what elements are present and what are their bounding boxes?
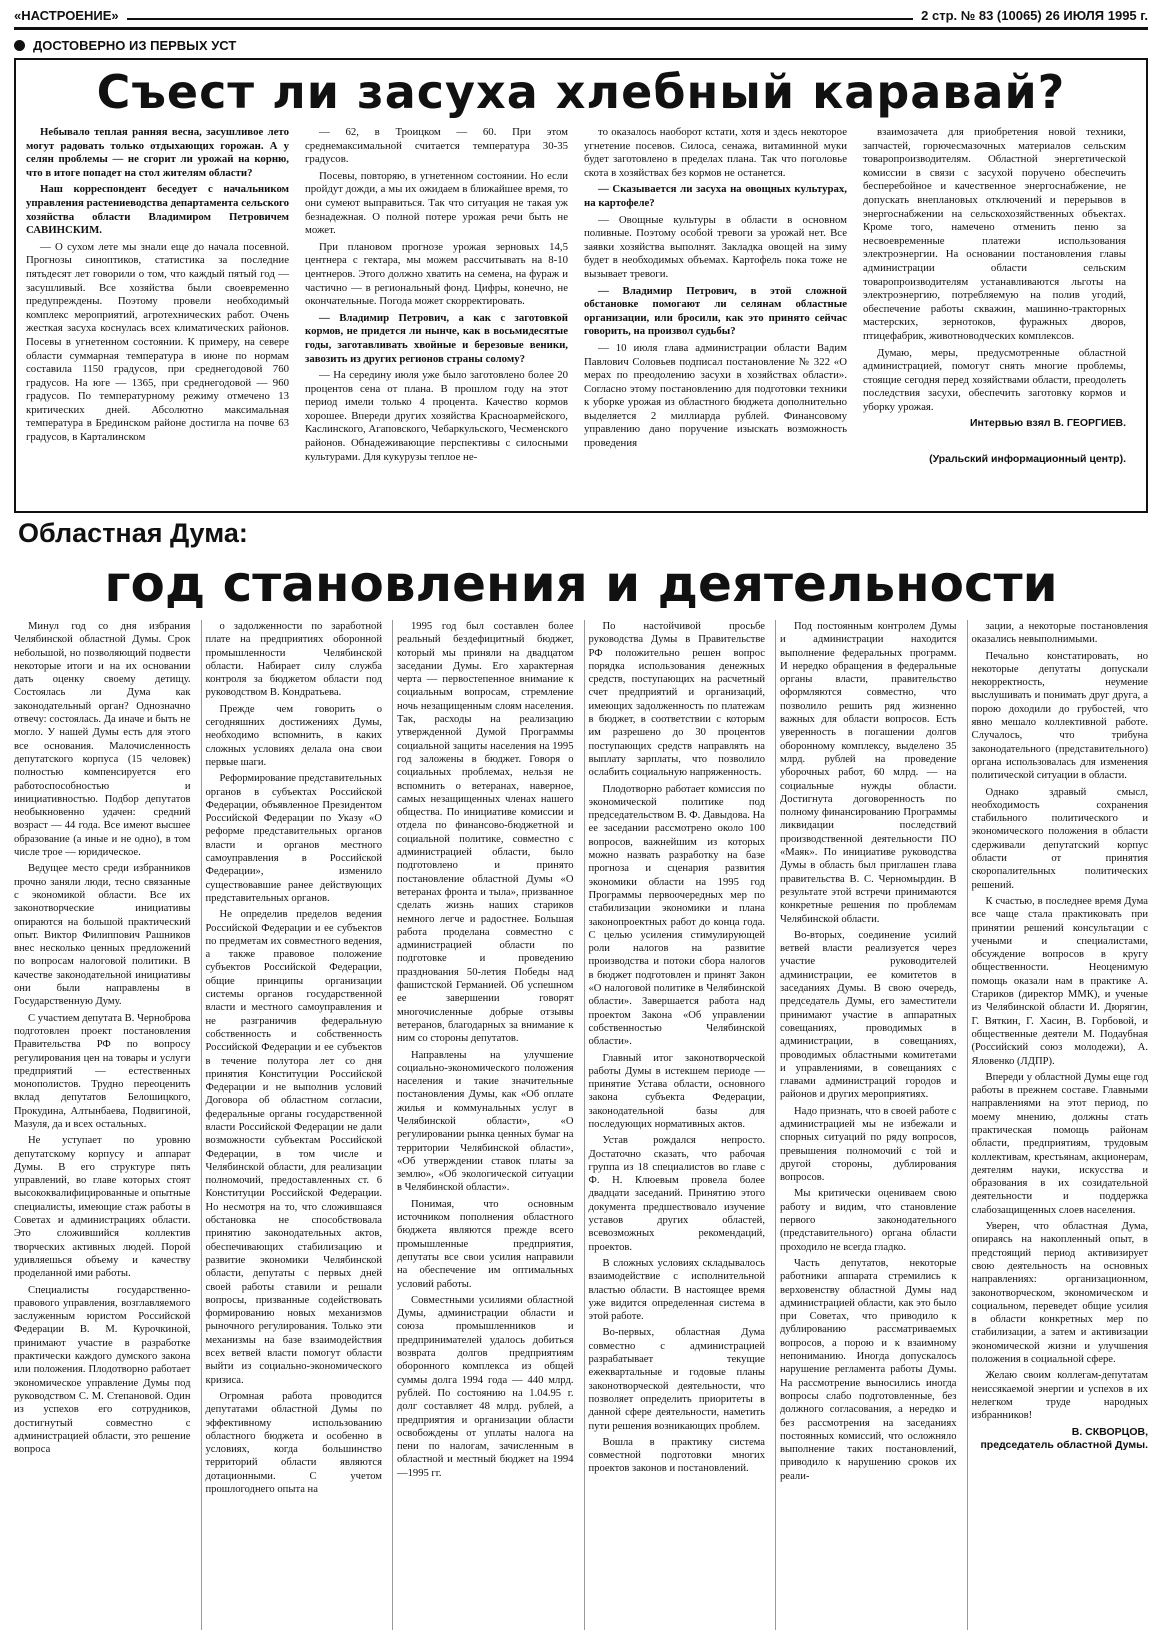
- duma-column-4: [584, 620, 766, 1630]
- masthead-title: «НАСТРОЕНИЕ»: [14, 8, 119, 23]
- duma-paragraph: Печально констатировать, но некоторые депутаты допускали некорректность, неумение выслушивать и понимать друг друга, а порою доходили до грубостей, что явно мешало коллективной работе. Случалось, что трибуна законодательного (представительного) органа использовалась для изменения политической ситуации в области.: [971, 650, 1148, 782]
- duma-paragraph: В сложных условиях складывалось взаимодействие с исполнительной властью области. В настоящее время уже видится определенная система в этой работе.: [588, 1257, 765, 1323]
- duma-paragraph: Реформирование представительных органов в субъектах Российской Федерации, объявленное Президентом Российской Федерации по Указу «О реформе представительных органов власти и органов местного самоуправления в Российской Федерации», изменило существовавшие ранее действующих представительных органов.: [205, 773, 382, 904]
- drought-paragraph: взаимозачета для приобретения новой техники, запчастей, горючесмазочных материалов сельским товаропроизводителям. Областной энергетической комиссии в связи с засухой поручено обеспечить бесперебойное и качественное энергоснабжение, не допускать внеплановых отключений и перерывов в энергоснабжении на сельскохозяйственных объектах. Кроме того, намечено отменить пеню за несвоевременные платежи использования электроэнергии. На основании постановления главы администрации области сельским товаропроизводителям устанавливаются льготы на электроэнергию, потребляемую на полив угодий, обеспечение работы скважин, машинно-тракторных мастерских, зернотоков, фуражных дворов, птицефабрик, животноводческих комплексов.: [863, 126, 1126, 342]
- duma-paragraph: Желаю своим коллегам-депутатам неиссякаемой энергии и успехов в их нелегком труде народных избранников!: [971, 1370, 1148, 1422]
- duma-kicker: Областная Дума:: [18, 518, 248, 548]
- drought-paragraph: — 62, в Троицком — 60. При этом среднемаксимальной считается температура 30-35 градусов.: [305, 126, 568, 166]
- drought-column-1: [26, 126, 289, 506]
- drought-paragraph: — 10 июля глава администрации области Вадим Павлович Соловьев подписал постановление № 322 «О мерах по преодолению засухи в хозяйствах области». Согласно этому постановлению для подготовки техники к уборке урожая из областного бюджета дополнительно выделяется 2 миллиарда рублей. Финансовому управлению дано поручение изыскать возможность проведения: [584, 341, 847, 450]
- masthead-rule: [127, 18, 914, 20]
- drought-column-4: [863, 126, 1126, 506]
- drought-paragraph: то оказалось наоборот кстати, хотя и здесь некоторое угнетение посевов. Силоса, сенажа, витаминной муки будет заготовлено в пределах плана. Так что поголовье скота в хозяйствах без кормов не останется.: [584, 126, 847, 179]
- duma-paragraph: По настойчивой просьбе руководства Думы в Правительстве РФ положительно решен вопрос порядка использования денежных средств, поступающих на расчетный счет предприятий и организаций, имеющих задолженность по платежам в бюджет, в соответствии с которым им разрешено до 30 процентов поступающих средств направлять на выплату зарплаты, что позволило ослабить социальную напряженность.: [588, 621, 765, 779]
- duma-paragraph: Прежде чем говорить о сегодняшних достижениях Думы, необходимо вспомнить, в каких сложных условиях делала она свои первые шаги.: [205, 703, 382, 768]
- duma-paragraph: Уверен, что областная Дума, опираясь на накопленный опыт, в предстоящий период активизирует свою деятельность на основных направлениях: организационном, законотворческом, экономическом и социальном, переведет общие усилия в области конкретных мер по стабилизации, а затем и активизации экономической жизни и улучшения положения в социальной сфере.: [971, 1221, 1148, 1366]
- duma-headline: год становления и деятельности: [104, 555, 1058, 613]
- duma-paragraph: о задолженности по заработной плате на предприятиях оборонной промышленности Челябинской области. Набирает силу служба контроля за бюджетом области под руководством В. Кондратьева.: [205, 621, 382, 699]
- article-drought-columns: [26, 126, 1136, 506]
- duma-column-6: [967, 620, 1149, 1630]
- duma-paragraph: Огромная работа проводится депутатами областной Думы по эффективному использованию областного бюджета и особенно в условиях, когда большинство территорий области являются дотационными. С учетом прошлогоднего опыта на: [205, 1390, 382, 1495]
- drought-paragraph: — О сухом лете мы знали еще до начала посевной. Прогнозы синоптиков, статистика за последние пятьдесят лет говорили о том, что каждый пятый год — засушливый. Все хозяйства были своевременно предупреждены. Поэтому провели необходимый комплекс мероприятий, агротехнических работ. Очень жесткая засуха коснулась всех климатических районов. Посевы в угнетенном состоянии. К примеру, на севере области суммарная температура в июне по нормам составила 1150 градусов, при среднегодовой 760 градусов. На юге — 1365, при среднегодовой — 960 градусов. По температурному режиму отмечено 13 критических дней. Абсолютно максимальная температура в Брединском районе достигла на почве 63 градусов, в Карталинском: [26, 240, 289, 444]
- drought-question: — Владимир Петрович, а как с заготовкой кормов, не придется ли нынче, как в восьмидесятые годы, заготавливать хвойные и березовые веники, завозить из других регионов страны солому?: [305, 311, 568, 365]
- duma-signature: В. СКВОРЦОВ,: [1071, 1425, 1148, 1438]
- duma-paragraph: Во-первых, областная Дума совместно с администрацией разрабатывает текущие ежеквартальные и годовые планы законотворческой деятельности, что позволяет определить приоритеты в данной сфере деятельности, наметить пути решения возникающих проблем.: [588, 1327, 765, 1432]
- duma-paragraph: зации, а некоторые постановления оказались невыполнимыми.: [971, 621, 1148, 646]
- drought-paragraph: Посевы, повторяю, в угнетенном состоянии. Но если пройдут дожди, а мы их ожидаем в ближайшее время, то они сумеют выправиться. Так что ситуация не такая уж безнадежная. О полной потере урожая речи быть не может.: [305, 169, 568, 237]
- drought-source: (Уральский информационный центр).: [929, 453, 1126, 466]
- drought-paragraph: При плановом прогнозе урожая зерновых 14,5 центнера с гектара, мы можем рассчитывать на 8-10 центнеров. Этого должно хватить на семена, на фураж и частично — в региональный фонд. Цифры, конечно, не окончательные. Погода может скорректировать.: [305, 240, 568, 308]
- bullet-icon: [14, 40, 25, 51]
- duma-column-1: [14, 620, 191, 1630]
- duma-paragraph: Часть депутатов, некоторые работники аппарата стремились к верховенству областной Думы над администрацией области, как это было при Советах, что приводило к дублированию рассматриваемых вопросов, а порою и к взаимному непониманию. Иногда допускалось нарушение регламента работы Думы. На рассмотрение выносились иногда вопросы слабо подготовленные, без должного согласования, а нередко и без рассмотрения на заседаниях постоянных комиссий, что осложняло выполнение таких постановлений, приводило к нарушению сроков их реали-: [780, 1257, 957, 1482]
- masthead: [14, 6, 1148, 30]
- duma-paragraph: К счастью, в последнее время Дума все чаще стала практиковать при принятии решений консультации с учеными и специалистами, обсуждение вопросов в кругу общественности. Неоценимую помощь оказали нам в практике А. Стариков (директор ММК), и ученые из Челябинской области И. Дюрягин, Г. Вяткин, Г. Хасин, В. Горбовой, и общественные деятели М. Подаубная (Российский союз молодежи), А. Яловенко (ЛДПР).: [971, 895, 1148, 1067]
- duma-paragraph: Минул год со дня избрания Челябинской областной Думы. Срок небольшой, но позволяющий подвести некоторые итоги и на их основании дать оценку своему детищу. Состоялась ли Дума как законодательный орган? Однозначно отвечу: состоялась. Да иначе и быть не могло. У нашей Думы есть для этого все основания. Малочисленность депутатского корпуса (15 человек) полностью компенсируется его работоспособностью и инициативностью. Подбор депутатов необыкновенно удачен: средний возраст — 44 года. Все имеют высшее образование (а иные и не одно), в том числе трое — юридическое.: [14, 621, 191, 859]
- duma-paragraph: Устав рождался непросто. Достаточно сказать, что рабочая группа из 18 специалистов во главе с Ф. Н. Клюевым провела более двадцати заседаний. Принятию этого документа предшествовало изучение уставов других областей, всевозможных рекомендаций, проектов.: [588, 1135, 765, 1253]
- duma-paragraph: Совместными усилиями областной Думы, администрации области и союза промышленников и предпринимателей удалось добиться возврата долгов предприятиям оборонного комплекса из общей суммы долга 1994 года — 440 млрд. рублей. По состоянию на 1.04.95 г. долг составляет 48 млрд. рублей, а предприятия и организации области освобождены от уплаты налога на пени по налогам, зачисленным в областной и местный бюджет на 1994—1995 гг.: [397, 1294, 574, 1479]
- masthead-issue: 2 стр. № 83 (10065) 26 ИЮЛЯ 1995 г.: [921, 8, 1148, 23]
- duma-paragraph: Ведущее место среди избранников прочно заняли люди, тесно связанные с экономикой области. Все их законотворческие инициативы опираются на большой практический опыт. Виктор Филиппович Рашников внес несколько ценных предложений по вопросам налоговой политики. В качестве законодательной инициативы они были направлены в Государственную Думу.: [14, 863, 191, 1008]
- article-duma: [14, 620, 1148, 1630]
- drought-lead: Небывало теплая ранняя весна, засушливое лето могут радовать только отдыхающих горожан. А у селян проблемы — не сгорит ли урожай на корню, что в итоге попадет на стол жителям области?: [26, 126, 289, 179]
- duma-paragraph: Специалисты государственно-правового управления, возглавляемого заслуженным юристом Российской Федерации В. М. Курочкиной, принимают участие в разработке практически каждого думского закона или положения. Плодотворно работает экономическое управление Думы под руководством С. М. Степановой. Один из успехов его сотрудников, достигнутый совместно с администрацией области, это решение вопроса: [14, 1284, 191, 1456]
- rubric-label: ДОСТОВЕРНО ИЗ ПЕРВЫХ УСТ: [33, 38, 237, 53]
- duma-column-3: [392, 620, 574, 1630]
- duma-paragraph: Главный итог законотворческой работы Думы в истекшем периоде — принятие Устава области, основного закона субъекта Федерации, законодательной базы для последующих нормативных актов.: [588, 1052, 765, 1130]
- drought-question: — Сказывается ли засуха на овощных культурах, на картофеле?: [584, 183, 847, 209]
- drought-lead-2: Наш корреспондент беседует с начальником управления растениеводства департамента сельского хозяйства области Владимиром Петровичем САВИНСКИМ.: [26, 183, 289, 237]
- duma-paragraph: Мы критически оцениваем свою работу и видим, что становление первого законодательного (представительного) органа области проходило не всегда гладко.: [780, 1188, 957, 1253]
- duma-paragraph: Впереди у областной Думы еще год работы в прежнем составе. Главными направлениями на этот период, по моему мнению, должны стать практическая помощь районам области, предприятиям, трудовым коллективам, крестьянам, акционерам, деятелям науки, искусства и образования в их созидательной деятельности и поддержка слабозащищенных слоев населения.: [971, 1071, 1148, 1216]
- drought-paragraph: Думаю, меры, предусмотренные областной администрацией, помогут снять многие проблемы, стоящие сегодня перед хозяйствами области, преодолеть последствия засухи, обеспечить заготовку кормов и уборку урожая.: [863, 346, 1126, 413]
- duma-column-5: [775, 620, 957, 1630]
- newspaper-page: [14, 6, 1148, 1630]
- duma-paragraph: 1995 год был составлен более реальный бездефицитный бюджет, который мы приняли на двадцатом заседании Думы. Его характерная черта — первостепенное внимание к социальным вопросам, стремление ночь незащищенным слоям населения. Так, расходы на реализацию утвержденной Думой Программы социальной защиты населения на 1995 год заложены в бюджет. Говоря о социальных проблемах, нельзя не вспомнить о ветеранах, наверное, самых незащищенных членах нашего общества. По инициативе комиссии и отдела по финансово-бюджетной и социальной политике, совместно с администрацией области, было подготовлено и принято постановление областной Думы «О ветеранах фронта и тыла», призванное сделать жизнь наших стариков немного легче и радостнее. Большая работа проделана совместно с администрацией области по подготовке и проведению празднования 50-летия Победы над фашистской Германией. Об успешном ее завершении говорят многочисленные добрые отзывы ветеранов, благодарных за внимание к ним со стороны депутатов.: [397, 621, 574, 1045]
- drought-question: — Владимир Петрович, в этой сложной обстановке помогают ли селянам областные организации, или бросили, как это принято сейчас говорить, на произвол судьбы?: [584, 284, 847, 338]
- drought-column-2: [305, 126, 568, 506]
- duma-paragraph: Однако здравый смысл, необходимость сохранения стабильного политического и экономического положения в области сдерживали депутатский корпус области от принятия скоропалительных политических решений.: [971, 786, 1148, 891]
- duma-paragraph: Плодотворно работает комиссия по экономической политике под председательством В. Ф. Давыдова. На ее заседании рассмотрено около 100 вопросов, важнейшим из которых можно назвать разработку на базе прогноза и сценария развития экономики области на 1995 год Программы первоочередных мер по стабилизации экономики и плана законопроектных работ до конца года. С целью усиления стимулирующей роли налогов на развитие производства и потоки сбора налогов в бюджет подготовлен и принят Закон «О налоговой политике в Челябинской области». Завершается работа над проектом Закона «Об управлении собственностью Челябинской области».: [588, 783, 765, 1048]
- duma-paragraph: Понимая, что основным источником пополнения областного бюджета являются прежде всего промышленные предприятия, депутаты все свои усилия направили на обеспечение им оптимальных условий работы.: [397, 1198, 574, 1290]
- duma-paragraph: Под постоянным контролем Думы и администрации находится выполнение федеральных программ. И нередко обращения в федеральные органы власти, правительство оформляются совместно, что позволило решить ряд жизненно важных для области вопросов. Есть уверенность в погашении долгов оборонному комплексу, выделено 35 млрд. рублей на проведение уборочных работ, 60 млрд. — на социальные нужды области. Достигнута договоренность по полному финансированию Программы ликвидации последствий производственной деятельности ПО «Маяк». По инициативе руководства Думы в область был приглашен глава правительства В. С. Черномырдин. В результате этой встречи принимаются конкретные решения по проблемам Челябинской области.: [780, 621, 957, 925]
- drought-paragraph: — На середину июля уже было заготовлено более 20 процентов сена от плана. В прошлом году на этот период имели только 4 процента. Качество кормов хорошее. Впереди других хозяйства Красноармейского, Каслинского, Агаповского, Чебаркульского, Чесменского районов. Обнадеживающие перспективы с силосными культурами. Для кукурузы теплое не-: [305, 369, 568, 463]
- duma-signature-title: председатель областной Думы.: [980, 1438, 1148, 1451]
- duma-paragraph: Во-вторых, соединение усилий ветвей власти реализуется через участие руководителей администрации, ее комитетов в заседаниях Думы. В свою очередь, председатель Думы, его заместители принимают участие в аппаратных совещаниях, проводимых в администрации, в совещаниях, проводимых областными комитетами и управлениями, в совещаниях с главами администраций городов и районов и других мероприятиях.: [780, 929, 957, 1101]
- duma-paragraph: Надо признать, что в своей работе с администрацией мы не избежали и спорных ситуаций по ряду вопросов, превышения полномочий с той и другой стороны, дублирования вопросов.: [780, 1105, 957, 1184]
- duma-paragraph: С участием депутата В. Черноброва подготовлен проект постановления Правительства РФ по вопросу регулирования цен на товары и услуги предприятий — естественных монополистов. Трудно переоценить вклад депутатов Белошицкого, Прокудина, Алтынбаева, Подвигиной, Мазуля, да и всех остальных.: [14, 1012, 191, 1130]
- article-drought-headline: Съест ли засуха хлебный каравай?: [96, 65, 1066, 119]
- drought-paragraph: — Овощные культуры в области в основном поливные. Поэтому особой тревоги за урожай нет. Все заявки хозяйства выполнят. Закладка овощей на зиму будет в необходимых объемах. Картофель пока тоже не вызывает тревоги.: [584, 213, 847, 280]
- duma-paragraph: Не уступает по уровню депутатскому корпусу и аппарат Думы. В его структуре пять управлений, во главе которых стоят высококвалифицированные и опытные специалисты, имеющие стаж работы в Советах и администрациях области. Это сложившийся коллектив творческих активных людей. Порой удивляешься объему и качеству проделанной ими работы.: [14, 1135, 191, 1280]
- drought-byline: Интервью взял В. ГЕОРГИЕВ.: [969, 417, 1126, 430]
- duma-column-2: [201, 620, 383, 1630]
- duma-paragraph: Не определив пределов ведения Российской Федерации и ее субъектов по предметам их совместного ведения, а также правовое положение субъектов Российской Федерации, общие принципы организации системы органов государственной власти и местного самоуправления и не разграничив федеральную собственность и собственность Российской Федерации и ее субъектов в течение полутора лет со дня принятия Конституции Российской Федерации и не выполнив условий Договора об областном согласии, федеральные органы государственной власти Российской Федерации не дали возможности субъектам Российской Федерации, в том числе и Челябинской области, для реализации полномочий, предоставленных ст. 6 Конституции Российской Федерации. Но несмотря на то, что сложившаяся обстановка не способствовала принятию законодательных актов, обеспечивающих стабилизацию и развитие экономики Челябинской области, депутаты с первых дней своей работы ставили и решали вопросы, призванные содействовать формированию новых механизмов рыночного регулирования. Только эти механизмы на базе взаимодействия всех ветвей власти помогут области выйти из социально-экономического кризиса.: [205, 909, 382, 1386]
- drought-column-3: [584, 126, 847, 506]
- article-drought: [14, 58, 1148, 513]
- duma-columns: [14, 620, 1148, 1630]
- duma-paragraph: Вошла в практику система совместной подготовки многих проектов законов и постановлений.: [588, 1436, 765, 1475]
- duma-paragraph: Направлены на улучшение социально-экономического положения населения и такие значительные постановления Думы, как «Об оплате жилья и коммунальных услуг в Челябинской области», «О регулировании рынка ценных бумаг на территории Челябинской области», «Об утверждении ставок платы за землю», «Об экологической ситуации в Челябинской области».: [397, 1049, 574, 1194]
- rubric: [14, 38, 1148, 53]
